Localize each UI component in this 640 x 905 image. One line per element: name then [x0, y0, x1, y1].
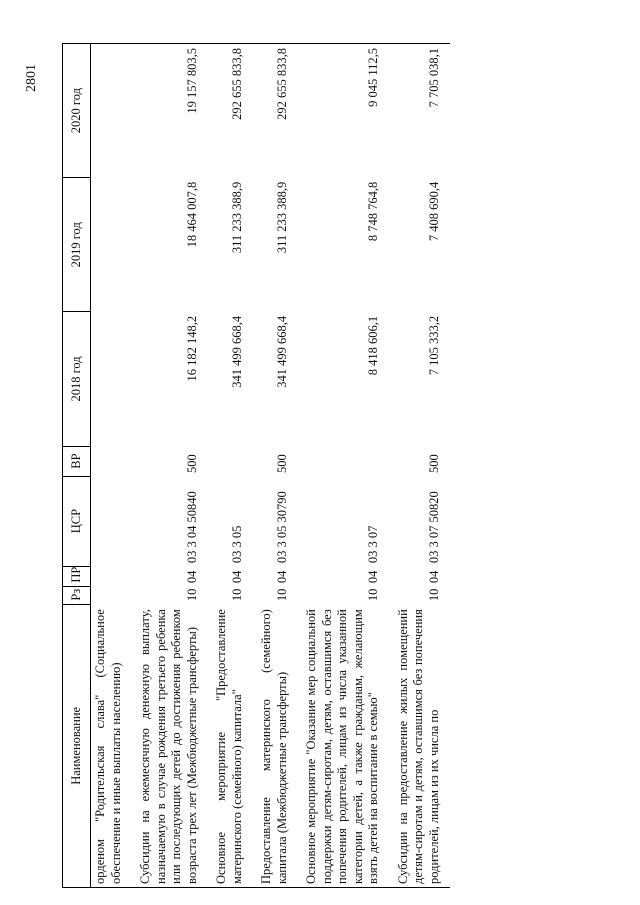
- row-pr: 04: [229, 570, 244, 584]
- row-2019: 311 233 388,9: [274, 181, 289, 254]
- row-2019: 8 748 764,8: [366, 181, 380, 242]
- row-2020: 292 655 833,8: [253, 44, 298, 178]
- row-pr: 04: [426, 570, 441, 584]
- row-2020: 19 157 803,5: [132, 44, 208, 178]
- row-2020: 292 655 833,8: [208, 44, 253, 178]
- row-name: Субсидии на ежемесячную денежную выплату, назначаемую в случае рождения третьего ребенка или последующих детей до достижения ребенком возраста трех лет (Межбюджетные трансферты): [132, 604, 208, 887]
- row-2019: 7 408 690,4: [426, 181, 441, 242]
- row-csr: 03 3 07 50820: [426, 491, 441, 564]
- row-pr: [91, 566, 133, 586]
- table-row: [208, 44, 253, 888]
- row-name: орденом "Родительская слава" (Социальное обеспечение и иные выплаты населению): [91, 604, 133, 887]
- row-2018: 7 105 333,2: [426, 315, 441, 376]
- header-pr: ПР: [63, 566, 91, 586]
- row-2020: 7 705 038,1: [390, 44, 451, 178]
- row-2018: 341 499 668,4: [229, 315, 244, 388]
- row-vr: [208, 446, 253, 476]
- row-csr: 03 3 07: [366, 525, 380, 564]
- row-pr: 04: [184, 570, 199, 584]
- row-rz: 10: [229, 588, 244, 602]
- table-row: [253, 44, 298, 888]
- header-vr: ВР: [63, 446, 91, 476]
- row-name: Основное мероприятие "Оказание мер социальной поддержки детям-сиротам, детям, оставшимся без попечения родителей, лицам из числа указанной категории детей, а также гражданам, желающим взять детей на воспитание в семью": [298, 604, 390, 887]
- header-rz: Рз: [63, 586, 91, 604]
- row-rz: 10: [426, 588, 441, 602]
- table-row: [298, 44, 390, 888]
- row-csr: [91, 476, 133, 566]
- row-2020: 9 045 112,5: [298, 44, 390, 178]
- row-2018: 8 418 606,1: [366, 315, 380, 376]
- row-2018: 341 499 668,4: [274, 315, 289, 388]
- page-number: 2801: [24, 64, 39, 92]
- row-vr: [91, 446, 133, 476]
- budget-table: [62, 43, 450, 888]
- row-vr: 500: [184, 454, 199, 474]
- row-vr: [298, 446, 390, 476]
- row-csr: 03 3 04 50840: [184, 491, 199, 564]
- row-name: Основное мероприятие "Предоставление материнского (семейного) капитала": [208, 604, 253, 887]
- row-name: Предоставление материнского (семейного) капитала (Межбюджетные трансферты): [253, 604, 298, 887]
- table-row: [91, 44, 133, 888]
- row-2018: 16 182 148,2: [184, 315, 199, 382]
- header-csr: ЦСР: [63, 476, 91, 566]
- row-2019: 311 233 388,9: [229, 181, 244, 254]
- row-name: Субсидии на предоставление жилых помещений детям-сиротам и детям, оставшимся без попечения родителей, лицам из их числа по: [390, 604, 451, 887]
- header-2020: 2020 год: [63, 44, 91, 178]
- table-row: [390, 44, 451, 888]
- header-2018: 2018 год: [63, 312, 91, 446]
- row-2019: 18 464 007,8: [184, 181, 199, 248]
- rotated-budget-table-page: [62, 43, 602, 888]
- table-row: [132, 44, 208, 888]
- row-csr: 03 3 05: [229, 525, 244, 564]
- row-2020: [91, 44, 133, 178]
- row-vr: 500: [274, 454, 289, 474]
- row-pr: 04: [274, 570, 289, 584]
- row-rz: [91, 586, 133, 604]
- row-vr: 500: [426, 454, 441, 474]
- row-2019: [91, 178, 133, 312]
- row-rz: 10: [184, 588, 199, 602]
- row-2018: [91, 312, 133, 446]
- row-rz: 10: [366, 588, 380, 602]
- row-pr: 04: [366, 570, 380, 584]
- table-header-row: [63, 44, 91, 888]
- row-rz: 10: [274, 588, 289, 602]
- header-name: Наименование: [63, 604, 91, 887]
- header-2019: 2019 год: [63, 178, 91, 312]
- row-csr: 03 3 05 30790: [274, 491, 289, 564]
